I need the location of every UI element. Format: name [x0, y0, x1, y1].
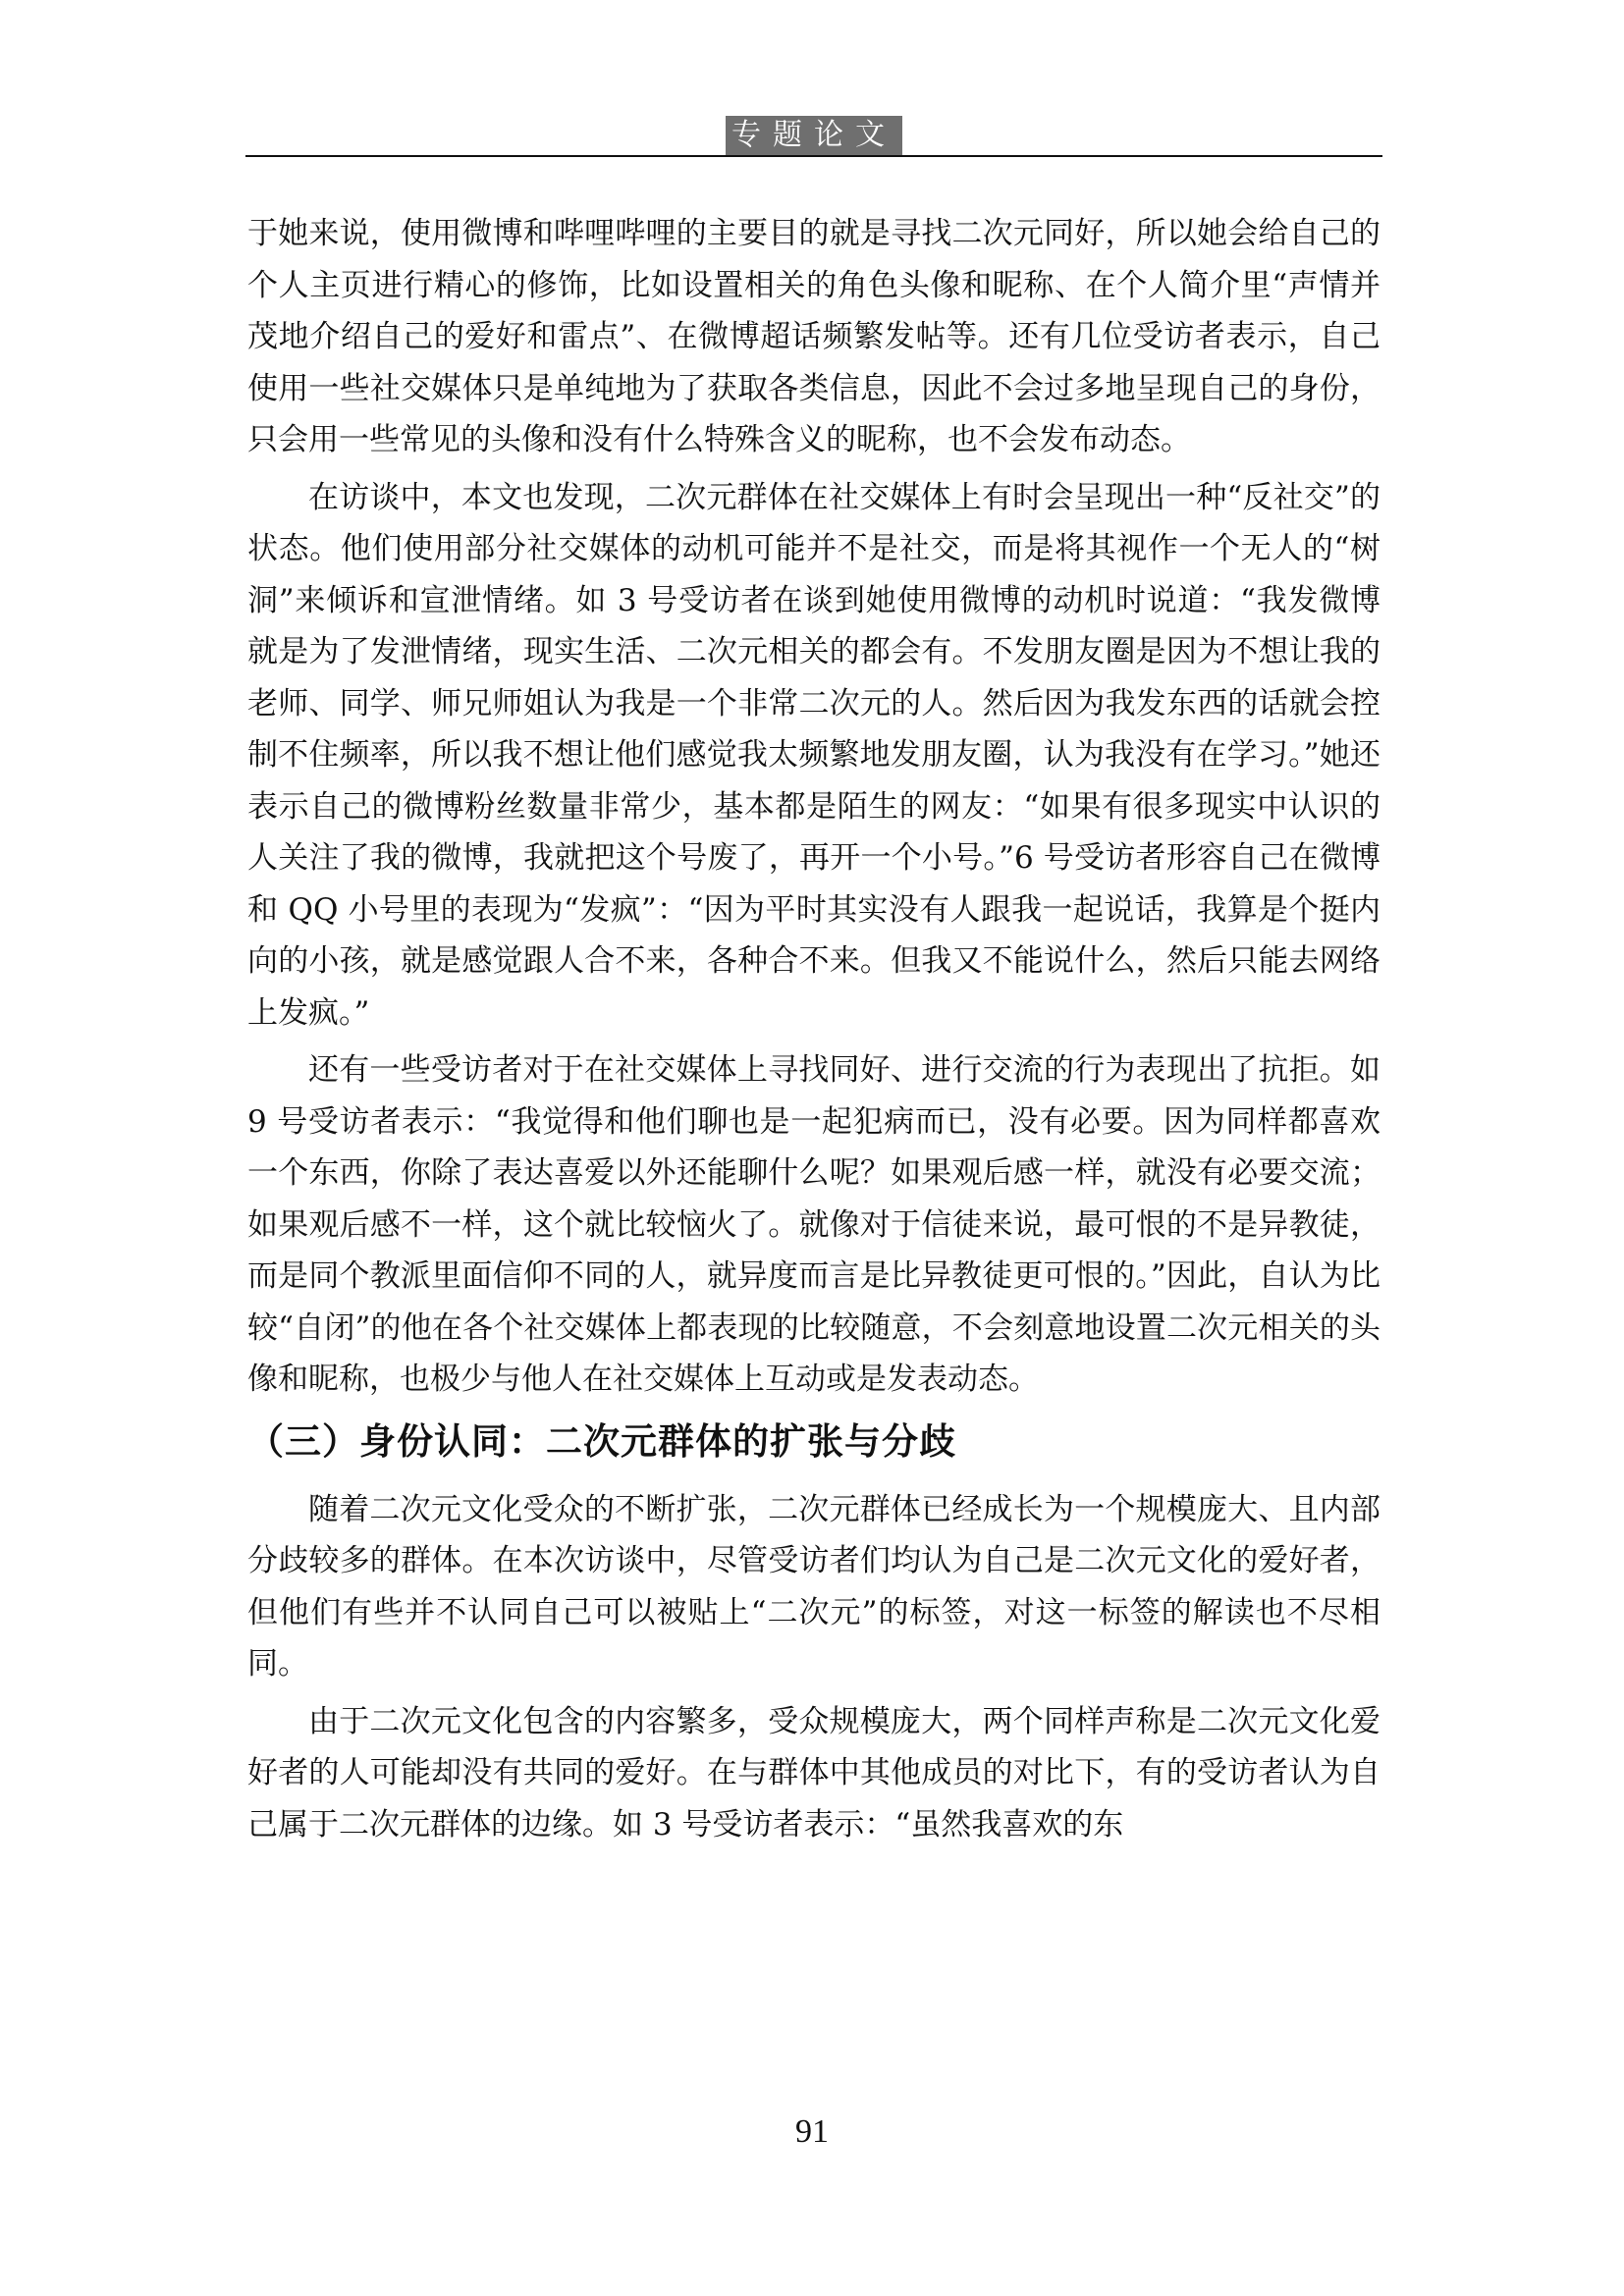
page-number: 91	[795, 2113, 829, 2150]
paragraph-expansion: 随着二次元文化受众的不断扩张，二次元群体已经成长为一个规模庞大、且内部分歧较多的群体。在本次访谈中，尽管受访者们均认为自己是二次元文化的爱好者，但他们有些并不认同自己可以被贴上“二次元”的标签，对这一标签的解读也不尽相同。	[247, 1491, 1380, 1682]
running-header	[245, 116, 1382, 161]
header-label: 专题论文	[726, 116, 902, 155]
section-heading: （三）身份认同：二次元群体的扩张与分歧	[247, 1418, 956, 1463]
body-text	[247, 208, 1380, 1850]
paragraph-margin: 由于二次元文化包含的内容繁多，受众规模庞大，两个同样声称是二次元文化爱好者的人可能却没有共同的爱好。在与群体中其他成员的对比下，有的受访者认为自己属于二次元群体的边缘。如 3 号受访者表示：“虽然我喜欢的东	[247, 1703, 1380, 1842]
paragraph-anti-social: 在访谈中，本文也发现，二次元群体在社交媒体上有时会呈现出一种“反社交”的状态。他们使用部分社交媒体的动机可能并不是社交，而是将其视作一个无人的“树洞”来倾诉和宣泄情绪。如 3 号受访者在谈到她使用微博的动机时说道：“我发微博就是为了发泄情绪，现实生活、二次元相关的都会有。不发朋友圈是因为不想让我的老师、同学、师兄师姐认为我是一个非常二次元的人。然后因为我发东西的话就会控制不住频率，所以我不想让他们感觉我太频繁地发朋友圈，认为我没有在学习。”她还表示自己的微博粉丝数量非常少，基本都是陌生的网友：“如果有很多现实中认识的人关注了我的微博，我就把这个号废了，再开一个小号。”6 号受访者形容自己在微博和 QQ 小号里的表现为“发疯”：“因为平时其实没有人跟我一起说话，我算是个挺内向的小孩，就是感觉跟人合不来，各种合不来。但我又不能说什么，然后只能去网络上发疯。”	[247, 479, 1380, 1031]
paragraph-continued: 于她来说，使用微博和哔哩哔哩的主要目的就是寻找二次元同好，所以她会给自己的个人主页进行精心的修饰，比如设置相关的角色头像和昵称、在个人简介里“声情并茂地介绍自己的爱好和雷点”、在微博超话频繁发帖等。还有几位受访者表示，自己使用一些社交媒体只是单纯地为了获取各类信息，因此不会过多地呈现自己的身份，只会用一些常见的头像和没有什么特殊含义的昵称，也不会发布动态。	[247, 216, 1380, 457]
paragraph-refusal: 还有一些受访者对于在社交媒体上寻找同好、进行交流的行为表现出了抗拒。如 9 号受访者表示：“我觉得和他们聊也是一起犯病而已，没有必要。因为同样都喜欢一个东西，你除了表达喜爱以外还能聊什么呢？如果观后感一样，就没有必要交流；如果观后感不一样，这个就比较恼火了。就像对于信徒来说，最可恨的不是异教徒，而是同个教派里面信仰不同的人，就异度而言是比异教徒更可恨的。”因此，自认为比较“自闭”的他在各个社交媒体上都表现的比较随意，不会刻意地设置二次元相关的头像和昵称，也极少与他人在社交媒体上互动或是发表动态。	[247, 1052, 1380, 1397]
header-rule	[245, 155, 1382, 157]
